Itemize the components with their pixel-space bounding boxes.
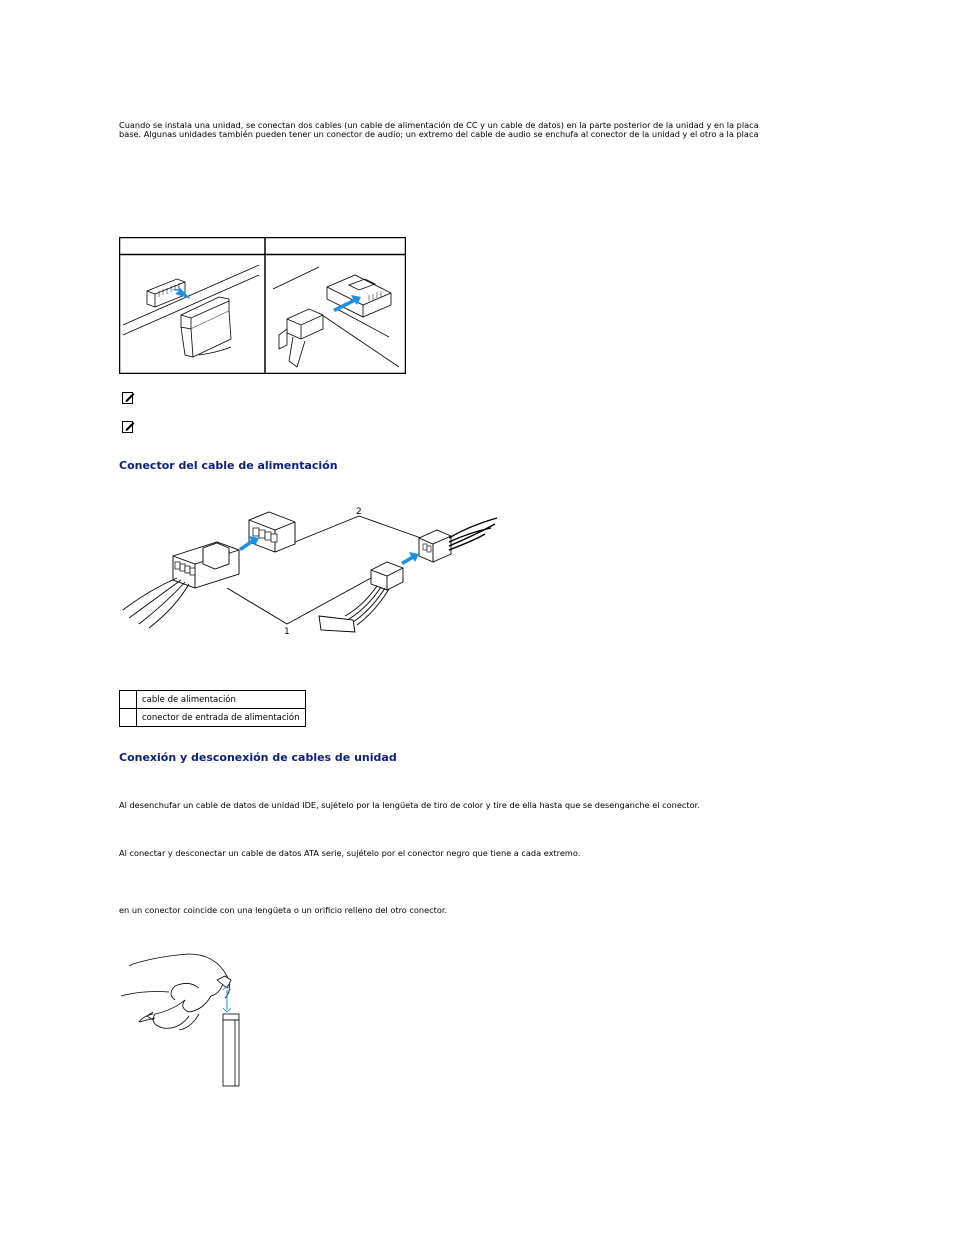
ide-cable-paragraph: Al desenchufar un cable de datos de unidad IDE, sujételo por la lengüeta de tiro de color y tire de ella hasta que se desenganche el conector. (119, 800, 700, 810)
callout-2: 2 (356, 507, 362, 517)
drive-connector-diagram (119, 237, 406, 374)
intro-line-1: Cuando se instala una unidad, se conectan dos cables (un cable de alimentación de CC y un cable de datos) en la parte posterior de la unidad y en la placa (119, 120, 759, 130)
intro-line-2: base. Algunas unidades también pueden tener un conector de audio; un extremo del cable de audio se enchufa al conector de la unidad y el otro a la placa (119, 129, 759, 139)
power-legend-table (119, 690, 306, 727)
sata-cable-paragraph: Al conectar y desconectar un cable de datos ATA serie, sujételo por el conector negro que tiene a cada extremo. (119, 848, 581, 858)
power-cable-diagram (119, 498, 499, 638)
table-row (120, 691, 306, 709)
legend-number (120, 691, 137, 709)
note-icon-2 (122, 418, 135, 431)
callout-1: 1 (284, 627, 290, 637)
drive-connector-diagram-svg (119, 237, 406, 374)
ide-connector-illustration (123, 265, 259, 357)
intro-paragraph (119, 121, 839, 139)
legend-label: cable de alimentación (137, 691, 306, 709)
table-row (120, 709, 306, 727)
power-connector-heading: Conector del cable de alimentación (119, 459, 338, 472)
note-pencil-icon (122, 391, 135, 404)
note-pencil-icon (122, 420, 135, 433)
connector-key-paragraph: en un conector coincide con una lengüeta o un orificio relleno del otro conector. (119, 905, 448, 915)
sata-hand-svg (119, 950, 249, 1090)
drive-cables-heading: Conexión y desconexión de cables de unidad (119, 751, 397, 764)
power-arrow-icon-2 (401, 552, 419, 565)
note-icon-1 (122, 389, 135, 402)
sata-cable-hand-illustration (119, 950, 249, 1090)
legend-label: conector de entrada de alimentación (137, 709, 306, 727)
sata-connector-illustration (273, 267, 399, 367)
power-cable-diagram-svg (119, 498, 499, 638)
legend-number (120, 709, 137, 727)
